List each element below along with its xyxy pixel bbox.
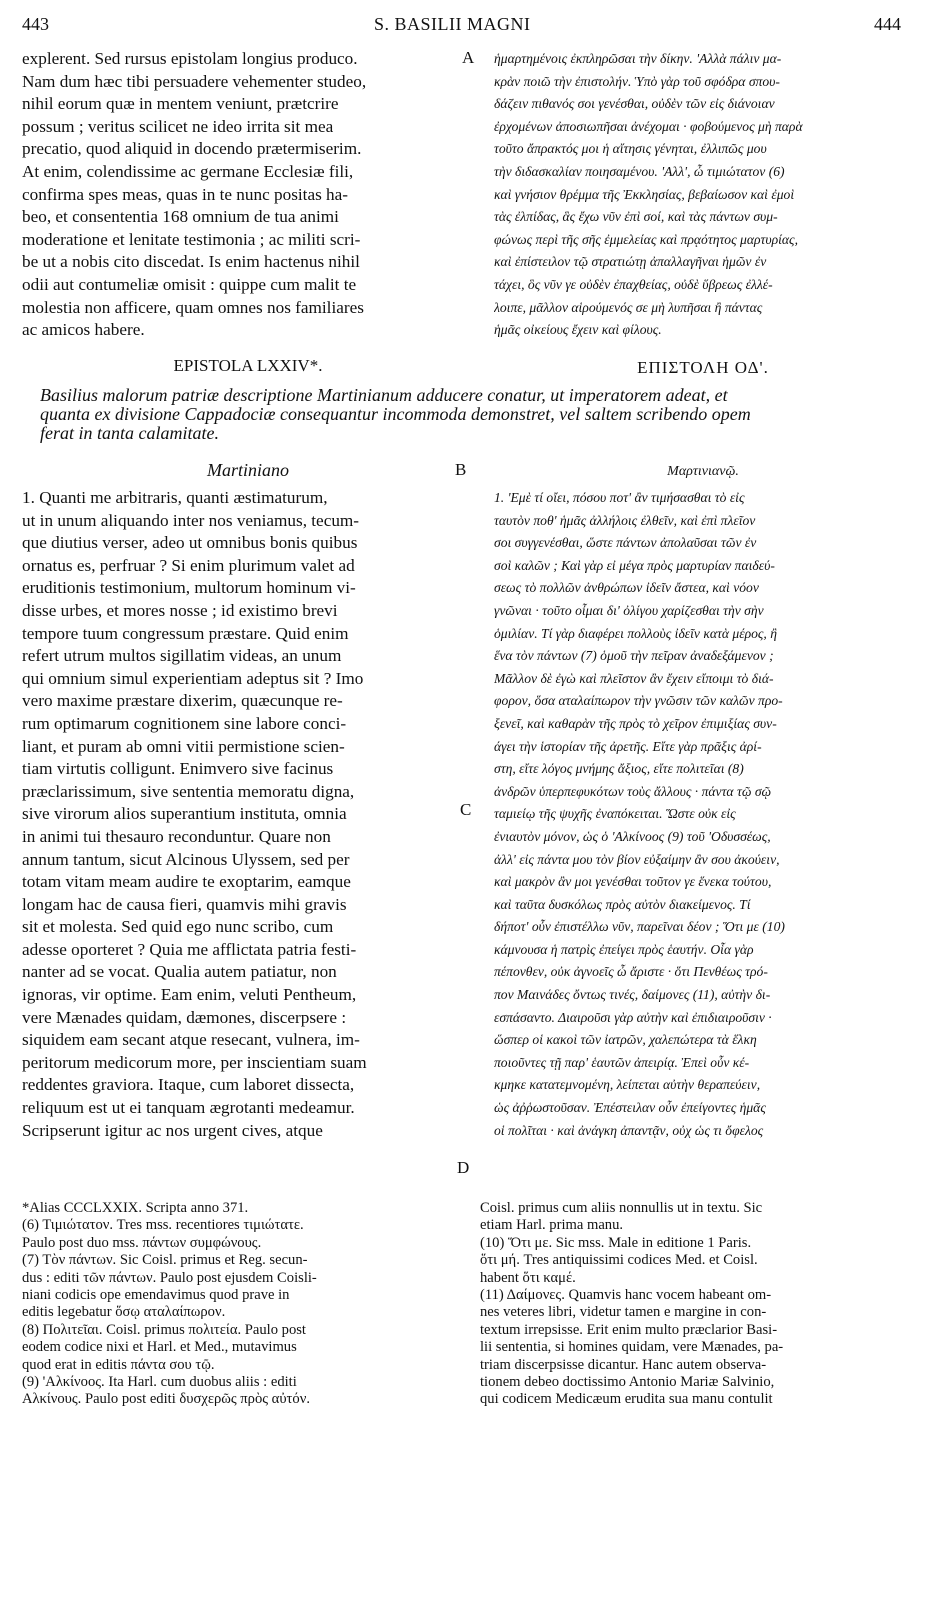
text-line: At enim, colendissime ac germane Ecclesiæ fili, — [22, 161, 354, 181]
text-line: moderatione et lenitate testimonia ; ac militi scri- — [22, 229, 361, 249]
text-line: ὅτι μή. Tres antiquissimi codices Med. et Coisl. — [480, 1252, 758, 1269]
text-line: precatio, quod aliquid in docendo prætermiserim. — [22, 139, 362, 159]
text-line: ἀνδρῶν ὑπερπεφυκότων τοὺς ἄλλους · πάντα τῷ σῷ — [494, 783, 772, 799]
text-line: ἐνιαυτὸν μόνον, ὡς ὁ 'Αλκίνοος (9) τοῦ 'Οδυσσέως, — [494, 828, 771, 844]
text-line: eodem codice nixi et Harl. et Med., mutavimus — [22, 1339, 297, 1356]
text-line: γνῶναι · τοῦτο οἶμαι δι' ὀλίγου χαρίζεσθαι τὴν σὴν — [494, 602, 764, 618]
text-line: possum ; veritus scilicet ne ideo irrita sit mea — [22, 116, 334, 136]
text-line: lii sententia, si homines quidam, vere Mænades, pa- — [480, 1339, 784, 1356]
text-line: molestia non afficere, quam omnes nos familiares — [22, 297, 364, 317]
text-line: vero maxime præstare dixerim, quæcunque re- — [22, 691, 343, 711]
text-line: tempore tuum congressum præstare. Quid enim — [22, 623, 349, 643]
text-line: totam vitam meam audire te exoptarim, eamque — [22, 872, 351, 892]
text-line: siquidem eam secant atque resecant, vulnera, im- — [22, 1030, 360, 1050]
text-line: que diutius verser, adeo ut omnibus bonis quibus — [22, 533, 358, 553]
text-line: φορον, ὅσα αταλαίπωρον τὴν γνῶσιν τῶν καλῶν προ- — [494, 693, 783, 709]
text-line: ταμιείῳ τῆς ψυχῆς ἐναπόκειται. Ὥστε οὐκ εἰς — [494, 806, 736, 822]
text-line: πον Μαινάδες ὄντως τινές, δαίμονες (11), αὐτὴν δι- — [494, 987, 771, 1003]
page-number-right: 444 — [874, 14, 901, 34]
text-line: Nam dum hæc tibi persuadere vehementer studeo, — [22, 71, 367, 91]
greek-top-column — [494, 48, 912, 342]
text-line: οἱ πολῖται · καὶ ἀνάγκη ἀπαντᾷν, οὐχ ὡς τι ὄφελος — [494, 1122, 764, 1138]
text-line: odii aut contumeliæ omisit : quippe cum malit te — [22, 274, 357, 294]
text-line: reddentes graviora. Itaque, cum laboret dissecta, — [22, 1075, 355, 1095]
text-line: τοῦτο ἄπρακτός μοι ἡ αἴτησις γένηται, ἐλλιπῶς μου — [494, 141, 767, 157]
text-line: δάζειν πιθανός σοι γενέσθαι, οὐδὲν τῶν εἰς διάνοιαν — [494, 96, 775, 112]
text-line: tionem debeo doctissimo Antonio Mariæ Salvinio, — [480, 1374, 775, 1391]
margin-letter-a: A — [462, 48, 475, 67]
greek-addressee: Μαρτινιανῷ. — [667, 464, 739, 479]
text-line: qui codicem Medicæum erudita sua manu contulit — [480, 1391, 773, 1408]
text-line: ἀλλ' εἰς πάντα μου τὸν βίον εὐξαίμην ἂν σου ἀκούειν, — [494, 851, 780, 867]
epistle-summary — [40, 386, 912, 443]
text-line: (9) 'Αλκίνοος. Ita Harl. cum duobus aliis : editi — [22, 1374, 297, 1391]
text-line: 1. Quanti me arbitraris, quanti æstimaturum, — [22, 488, 328, 507]
latin-epistle-heading: EPISTOLA LXXIV*. — [173, 356, 323, 375]
text-line: Αλκίνους. Paulo post editi δυσχερῶς πρὸς αὐτόν. — [22, 1391, 310, 1408]
text-line: καὶ ταῦτα δυσκόλως πρὸς αὐτὸν διακείμενος. Τί — [494, 896, 751, 912]
text-line: ignoras, vir optime. Eam enim, veluti Pentheum, — [22, 985, 357, 1005]
text-line: Μᾶλλον δὲ ἐγὼ καὶ πλεῖστον ἂν ἔχειν εἴποιμι τὸ διά- — [494, 670, 774, 686]
margin-letter-b: B — [455, 460, 467, 479]
text-line: explerent. Sed rursus epistolam longius produco. — [22, 49, 358, 68]
text-line: ξενεῖ, καὶ καθαρὰν τῆς πρὸς τὸ χεῖρον ἐπιμιξίας συν- — [494, 715, 777, 731]
text-line: beo, et consententia 168 omnium de tua animi — [22, 207, 339, 227]
text-line: adesse oporteret ? Quia me afflictata patria festi- — [22, 939, 357, 959]
text-line: καὶ ἐπίστειλον τῷ στρατιώτῃ ἀπαλλαγῆναι ἡμῶν ἐν — [494, 254, 767, 270]
text-line: φώνως περὶ τῆς σῆς ἐμμελείας καὶ πρᾳότητος μαρτυρίας, — [494, 231, 798, 247]
text-line: καὶ μακρὸν ἂν μοι γενέσθαι τοῦτον γε ἕνεκα τούτου, — [494, 874, 772, 890]
text-line: longam hac de causa fieri, quamvis mihi gravis — [22, 894, 347, 914]
text-line: (7) Τὸν πάντων. Sic Coisl. primus et Reg. secun- — [22, 1252, 308, 1269]
latin-addressee: Martiniano — [206, 460, 289, 480]
footnotes-left-column — [22, 1200, 466, 1409]
text-line: καὶ γνήσιον θρέμμα τῆς Ἐκκλησίας, βεβαίωσον καὶ ἐμοὶ — [494, 186, 795, 202]
text-line: άγει τὴν ἱστορίαν τῆς ἀρετῆς. Εἴτε γὰρ πρᾶξις ἀρί- — [494, 738, 762, 754]
text-line: λοιπε, μᾶλλον αἱρούμενός σε μὴ λυπῆσαι ἢ πάντας — [494, 299, 763, 315]
text-line: πέπονθεν, οὐκ ἀγνοεῖς ὦ ἄριστε · ὅτι Πενθέως τρό- — [494, 964, 768, 980]
text-line: nihil eorum quæ in mentem veniunt, prætcrire — [22, 94, 339, 114]
text-line: refert utrum multos sigillatim videas, an unum — [22, 646, 342, 666]
text-line: textum irrepsisse. Erit enim multo præclarior Basi- — [480, 1321, 778, 1338]
text-line: ἡμᾶς οἰκείους ἔχειν καὶ φίλους. — [494, 322, 662, 338]
text-line: ἐρχομένων ἀποσιωπῆσαι ἀνέχομαι · φοβούμενος μὴ παρὰ — [494, 118, 803, 134]
page-number-left: 443 — [22, 14, 49, 34]
text-line: ornatus es, perfruar ? Si enim plurimum valet ad — [22, 555, 355, 575]
text-line: τὰς ἐλπίδας, ἃς ἔχω νῦν ἐπὶ σοί, καὶ τὰς πάντων συμ- — [494, 209, 778, 225]
text-line: be ut a nobis cito discedat. Is enim hactenus nihil — [22, 252, 360, 272]
text-line: δήποτ' οὖν ἐπιστέλλω νῦν, παρεῖναι δέον ; Ὅτι με (10) — [494, 919, 785, 935]
text-line: κρὰν ποιῶ τὴν ἐπιστολήν. Ὑπὸ γὰρ τοῦ σφόδρα σπου- — [494, 73, 780, 89]
text-line: (11) Δαίμονες. Quamvis hanc vocem habeant om- — [480, 1287, 772, 1304]
text-line: ὁμιλίαν. Τί γὰρ διαφέρει πολλοὺς ἰδεῖν κατὰ μέρος, ἢ — [494, 625, 777, 641]
text-line: annum tantum, sicut Alcinous Ulyssem, sed per — [22, 849, 350, 869]
greek-body-column — [494, 487, 912, 1142]
text-line: κμηκε κατατεμνομένη, λείπεται αὐτὴν θεραπεύειν, — [494, 1077, 761, 1093]
text-line: nanter ad se vocat. Qualia autem patiatur, non — [22, 962, 337, 982]
margin-letter-d: D — [457, 1158, 470, 1177]
text-line: ἡμαρτημένοις ἐκπληρῶσαι τὴν δίκην. 'Αλλὰ πάλιν μα- — [494, 51, 782, 66]
text-line: (10) Ὅτι με. Sic mss. Male in editione 1 Paris. — [480, 1234, 752, 1251]
text-line: dus : editi τῶν πάντων. Paulo post ejusdem Coisli- — [22, 1269, 317, 1286]
text-line: κάμνουσα ἡ πατρὶς ἐπείγει πρὸς ἑαυτήν. Οἷα γὰρ — [494, 941, 754, 957]
text-line: ὥσπερ οἱ κακοὶ τῶν ἰατρῶν, χαλεπώτερα τὰ ἕλκη — [494, 1032, 757, 1048]
text-line: sit et molesta. Sed quid ego nunc scribo, cum — [22, 917, 334, 937]
text-line: (8) Πολιτεῖαι. Coisl. primus πολιτεία. Paulo post — [22, 1321, 306, 1338]
text-line: triam discerpsisse dicantur. Hanc autem observa- — [480, 1356, 767, 1373]
text-line: præclarissimum, sive sententia memoratu digna, — [22, 781, 355, 801]
text-line: eruditionis testimonium, multorum hominum vi- — [22, 578, 356, 598]
margin-letter-c: C — [460, 800, 472, 819]
text-line: Coisl. primus cum aliis nonnullis ut in textu. Sic — [480, 1200, 763, 1216]
text-line: ταυτὸν ποθ' ἡμᾶς ἀλλήλοις ἐλθεῖν, καὶ ἐπὶ πλεῖον — [494, 512, 756, 528]
text-line: rum optimarum cognitionem sine labore conci- — [22, 713, 347, 733]
text-line: ὡς ἀῤῥωστοῦσαν. Ἐπέστειλαν οὖν ἐπείγοντες ἡμᾶς — [494, 1100, 766, 1116]
text-line: τάχει, ὃς νῦν γε οὐδὲν ἐπαχθείας, οὐδὲ ὕβρεως ἐλλέ- — [494, 276, 773, 292]
text-line: (6) Τιμιώτατον. Tres mss. recentiores τιμιώτατε. — [22, 1217, 304, 1234]
text-line: στη, εἴτε λόγος μνήμης ἄξιος, εἴτε πολιτεῖαι (8) — [494, 761, 744, 777]
text-line: 1. 'Εμὲ τί οἴει, πόσου ποτ' ἂν τιμήσασθαι τὸ εἰς — [494, 490, 745, 505]
footnotes-right-column — [480, 1200, 912, 1409]
text-line: σεως τὸ πολλῶν ἀνθρώπων ἰδεῖν ἄστεα, καὶ νόον — [494, 580, 759, 596]
text-line: quanta ex divisione Cappadociæ consequantur incommoda demonstret, vel saltem scribendo opem — [40, 405, 751, 424]
text-line: Basilius malorum patriæ descriptione Martinianum adducere conatur, ut imperatorem adeat, et — [40, 386, 728, 405]
text-line: peritorum medicorum more, per inscientiam suam — [22, 1052, 367, 1072]
text-line: editis legebatur ὅσῳ αταλαίπωρον. — [22, 1304, 226, 1321]
text-line: reliquum est ut ei tanquam ægrotanti medeamur. — [22, 1098, 355, 1118]
text-line: ἕνα τὸν πάντων (7) ὁμοῦ τὴν πεῖραν ἀναδεξάμενον ; — [494, 648, 774, 664]
text-line: ac amicos habere. — [22, 320, 145, 340]
text-line: τὴν διδασκαλίαν ποιησαμένου. 'Αλλ', ὦ τιμιώτατον (6) — [494, 163, 785, 179]
text-line: niani codicis ope emendavimus quod prave in — [22, 1287, 290, 1304]
greek-epistle-heading: ΕΠΙΣΤΟΛΗ ΟΔ'. — [637, 358, 769, 377]
text-line: nes veteres libri, videtur tamen e margine in con- — [480, 1304, 767, 1321]
text-line: εσπάσαντο. Διαιροῦσι γὰρ αὐτὴν καὶ ἐπιδιαιροῦσιν · — [494, 1009, 772, 1025]
text-line: *Alias CCCLXXIX. Scripta anno 371. — [22, 1200, 249, 1216]
text-line: confirma spes meas, quas in te nunc positas ha- — [22, 184, 349, 204]
text-line: sive virorum alios superantium instituta, omnia — [22, 804, 347, 824]
text-line: etiam Harl. prima manu. — [480, 1217, 624, 1234]
text-line: liant, et puram ab omni vitii permistione scien- — [22, 736, 345, 756]
latin-body-column — [22, 487, 474, 1142]
text-line: vere Mænades quidam, dæmones, discerpsere : — [22, 1007, 347, 1027]
text-line: ut in unum aliquando inter nos veniamus, tecum- — [22, 510, 360, 530]
text-line: in animi tui thesauro reconduntur. Quare non — [22, 826, 331, 846]
text-line: σοὶ καλῶν ; Καὶ γὰρ εἰ μέγα πρὸς μαρτυρίαν παιδεύ- — [494, 557, 775, 573]
text-line: σοι συγγενέσθαι, ὥστε πάντων ἀπολαῦσαι τῶν ἐν — [494, 535, 757, 551]
running-title: S. BASILII MAGNI — [374, 14, 531, 34]
text-line: quod erat in editis πάντα σου τῷ. — [22, 1356, 215, 1373]
text-line: tiam virtutis colligunt. Enimvero sive facinus — [22, 759, 334, 779]
text-line: ποιοῦντες τῇ παρ' ἑαυτῶν ἀπειρίᾳ. Ἐπεὶ οὖν κέ- — [494, 1054, 750, 1070]
latin-top-column — [22, 48, 474, 342]
text-line: habent ὅτι καμέ. — [480, 1269, 576, 1286]
text-line: disse urbes, et mores nosse ; id existimo brevi — [22, 600, 338, 620]
text-line: qui omnium simul experientiam adeptus sit ? Imo — [22, 668, 364, 688]
text-line: ferat in tanta calamitate. — [40, 424, 219, 443]
text-line: Paulo post duo mss. πάντων συμφώνους. — [22, 1234, 262, 1251]
text-line: Scripserunt igitur ac nos urgent cives, atque — [22, 1120, 323, 1140]
